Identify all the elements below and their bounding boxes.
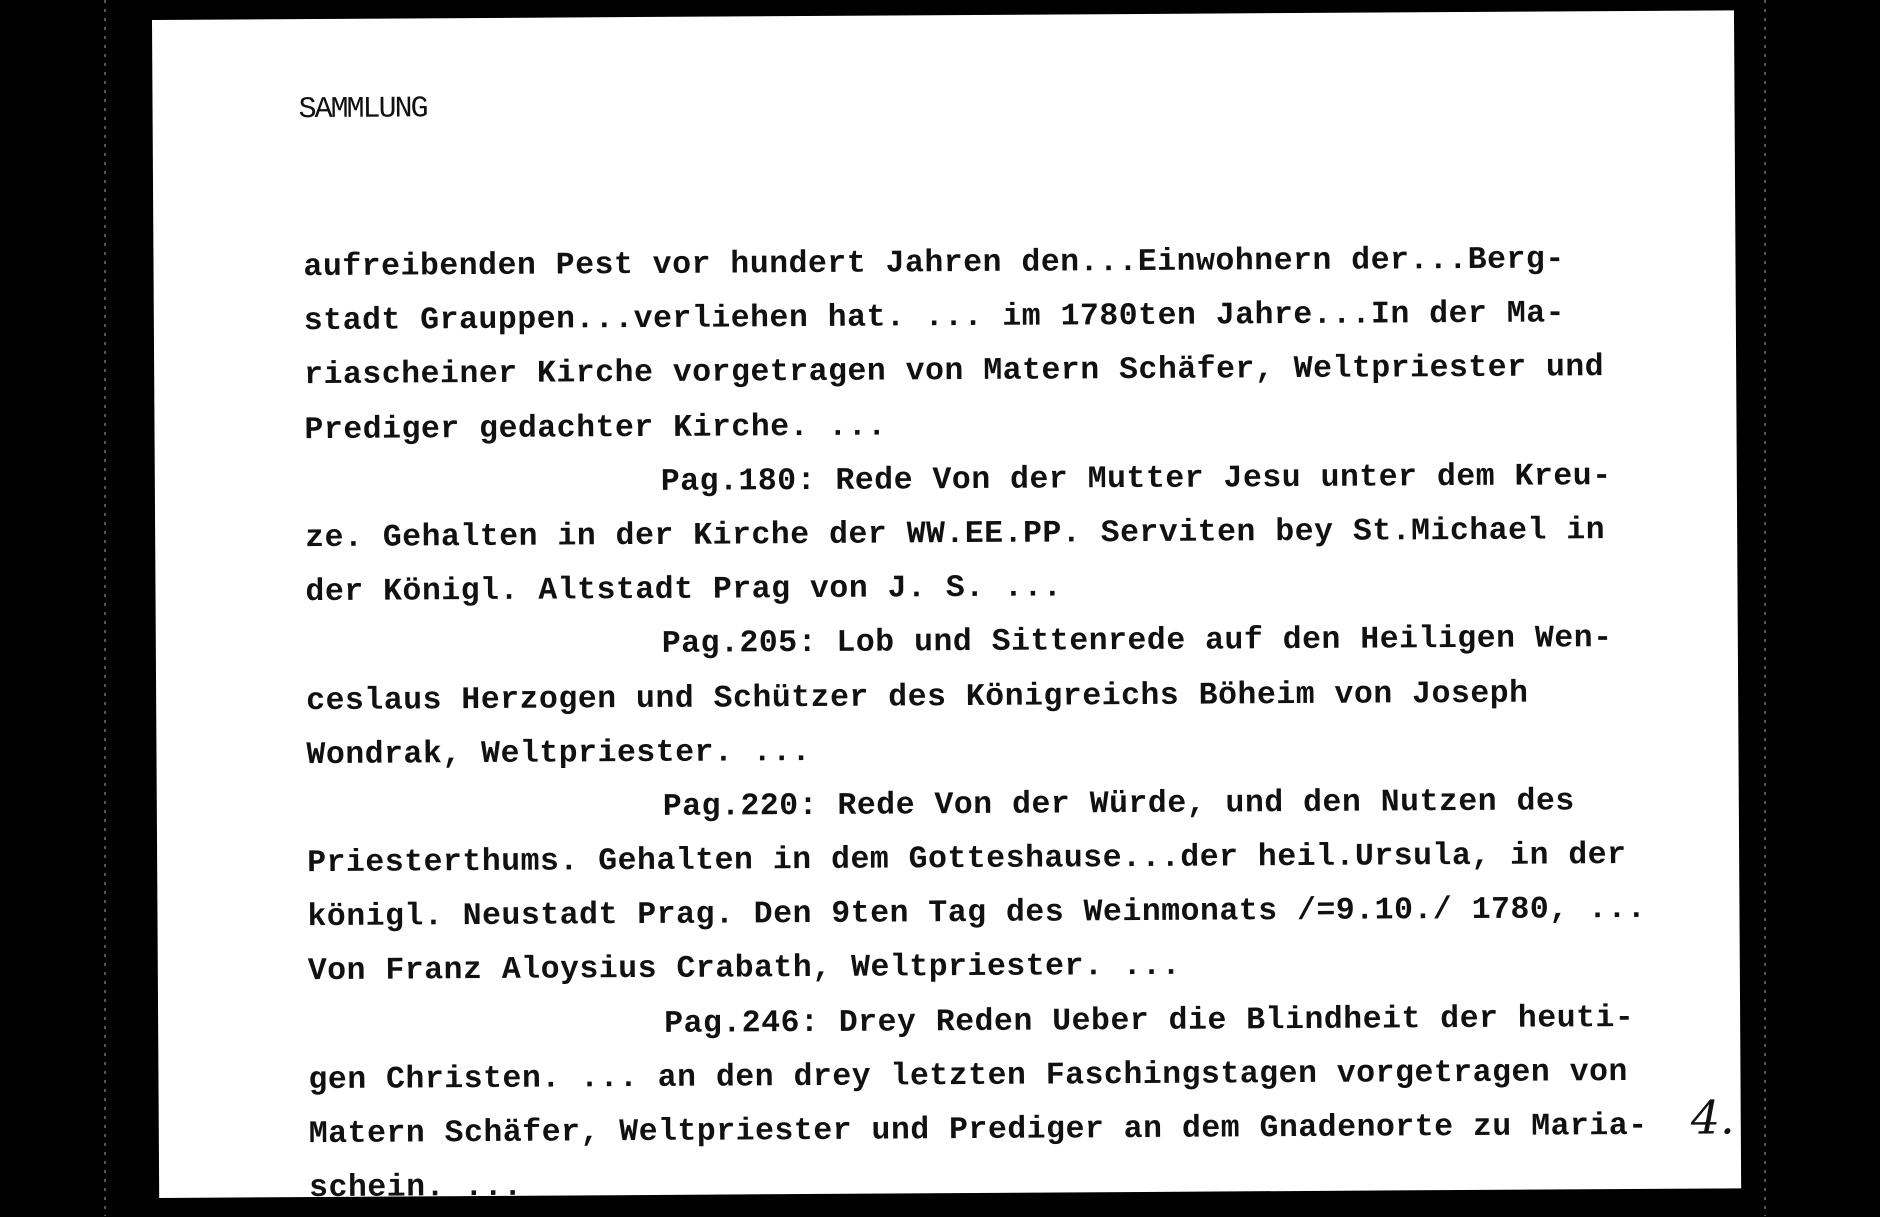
text-line: Von Franz Aloysius Crabath, Weltpriester. ... (307, 949, 1182, 990)
card-body (303, 233, 1679, 1217)
scan-edge-right (1764, 0, 1766, 1216)
text-line: riascheiner Kirche vorgetragen von Matern Schäfer, Weltpriester und (304, 350, 1605, 394)
text-line: Wondrak, Weltpriester. ... (306, 734, 812, 773)
page-entry-line: Pag.246: Drey Reden Ueber die Blindheit der heuti- (664, 1000, 1635, 1042)
handwritten-folio-number: 4. (1690, 1090, 1735, 1145)
text-line: ze. Gehalten in der Kirche der WW.EE.PP. Serviten bey St.Michael in (305, 513, 1606, 557)
page-entry-line: Pag.205: Lob und Sittenrede auf den Heiligen Wen- (661, 621, 1613, 663)
scan-edge-left (104, 0, 106, 1216)
text-line: Priesterthums. Gehalten in dem Gotteshause...der heil.Ursula, in der (307, 838, 1627, 882)
page-entry-line: Pag.220: Rede Von der Würde, und den Nutzen des (662, 784, 1575, 825)
text-line: der Königl. Altstadt Prag von J. S. ... (305, 570, 1063, 611)
page-entry-line: Pag.180: Rede Von der Mutter Jesu unter dem Kreu- (660, 458, 1612, 500)
text-line: stadt Grauppen...verliehen hat. ... im 1780ten Jahre...In der Ma- (303, 296, 1566, 340)
text-line: gen Christen. ... an den drey letzten Faschingstagen vorgetragen von (308, 1054, 1628, 1098)
text-line: schein. ... (309, 1169, 523, 1207)
text-line: Matern Schäfer, Weltpriester und Prediger an dem Gnadenorte zu Maria- (308, 1108, 1648, 1153)
text-line: Prediger gedachter Kirche. ... (304, 409, 887, 448)
text-line: aufreibenden Pest vor hundert Jahren den...Einwohnern der...Berg- (303, 242, 1565, 286)
index-card (152, 10, 1741, 1207)
text-line: ceslaus Herzogen und Schützer des Königreichs Böheim von Joseph (306, 676, 1529, 719)
text-line: königl. Neustadt Prag. Den 9ten Tag des Weinmonats /=9.10./ 1780, ... (307, 892, 1647, 936)
card-header: SAMMLUNG (298, 92, 427, 128)
